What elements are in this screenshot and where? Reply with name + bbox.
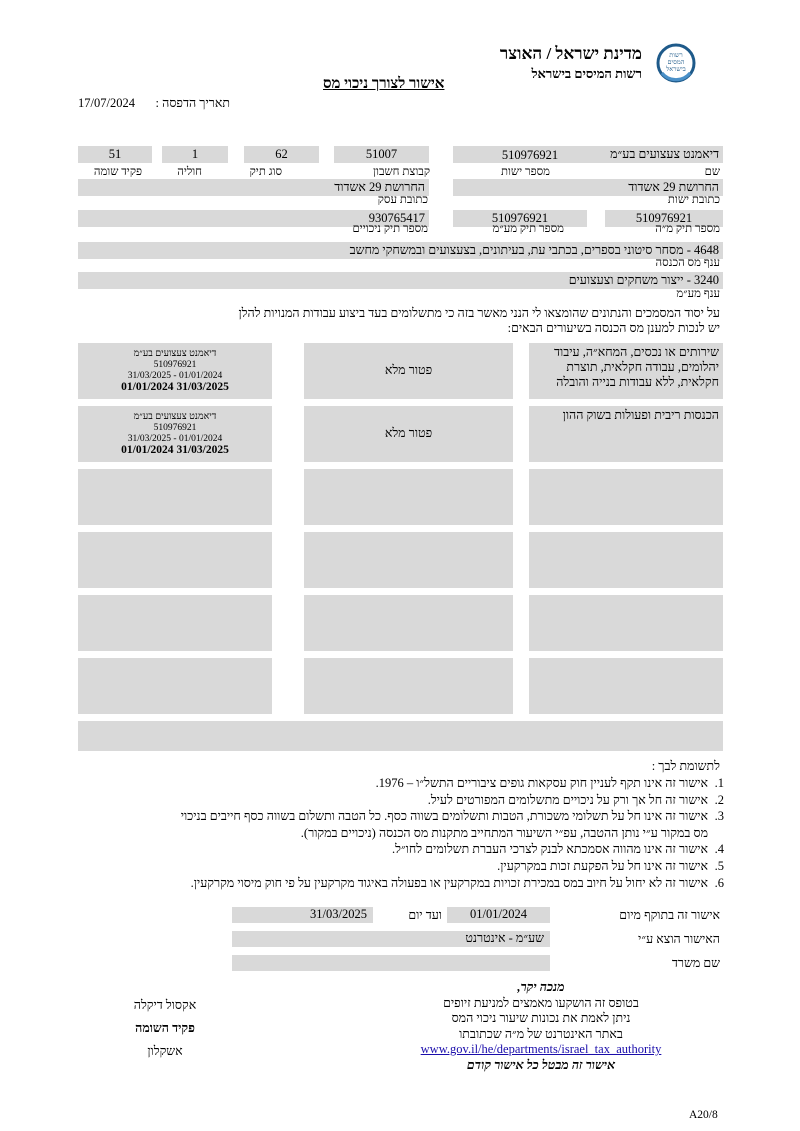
rate-row-4-stamp-cell — [78, 532, 272, 588]
rate-row-1-stamp-cell — [78, 343, 272, 399]
rate-table-footer-bar — [78, 721, 723, 751]
rate-row-1-stamp — [78, 349, 272, 394]
rate-row-2-stamp — [78, 412, 272, 457]
valid-until-value: 31/03/2025 — [310, 907, 367, 921]
business-address-value: החרושת 29 אשדוד — [334, 180, 425, 194]
entity-number: 510976921 — [501, 148, 559, 162]
name-value: דיאמנט צעצועים בע״מ — [610, 147, 719, 161]
deductions-file-value: 930765417 — [368, 211, 425, 225]
assessor-field — [78, 146, 152, 163]
income-tax-branch-field — [78, 242, 723, 259]
note-item: מס במקור ע״י נותן ההטבה, עפ״י השיעור המתחייב מתקנות מס הכנסה (ניכויים במקור). — [300, 825, 708, 840]
rate-row-5-service-cell — [529, 595, 723, 651]
rate-row-3-service-cell — [529, 469, 723, 525]
entity-address-label: כתובת ישות — [667, 194, 720, 206]
cancel-note: אישור זה מבטל כל אישור קודם — [466, 1057, 616, 1072]
district-value: 1 — [191, 147, 199, 161]
rate-row-2-stamp-ids: 510976921 — [153, 423, 197, 433]
print-date-label: תאריך הדפסה : — [155, 96, 230, 110]
rate-row-2-service-cell — [529, 406, 723, 462]
income-tax-branch-value: 4648 - מסחר סיטוני בספרים, בכתבי עת, בעיתונים, בצעצועים ובמשחקי מחשב — [349, 243, 719, 257]
note-item: 4.אישור זה אינו מהווה אסמכתא לבנק לצרכי העברת תשלומים לחו״ל. — [391, 842, 724, 857]
rate-row-1-service: שירותים או נכסים, המחא״ה, עיבוד יהלומים, עבודה חקלאית, תוצרת חקלאית, ללא עבודות בנייה והובלה — [553, 345, 719, 389]
rate-row-1-stamp-dates: 01/01/2024 - 31/03/2025 — [127, 371, 223, 381]
assessor-value: 51 — [108, 147, 122, 161]
vat-branch-label: ענף מע״מ — [676, 288, 720, 300]
rate-row-5-rate-cell — [304, 595, 513, 651]
account-group-value: 51007 — [365, 147, 398, 161]
logo-text: רשות המסים בישראל — [666, 52, 686, 73]
issued-by-field — [232, 931, 550, 947]
rate-row-3-rate-cell — [304, 469, 513, 525]
valid-until-label: ועד יום — [408, 908, 442, 922]
income-tax-branch-label: ענף מס הכנסה — [655, 257, 720, 269]
rate-row-2-rate-cell — [304, 406, 513, 462]
entity-address-value: החרושת 29 אשדוד — [628, 180, 719, 194]
notes-heading: לתשומת לבך : — [651, 759, 720, 773]
greeting: מנכה יקר, — [517, 980, 565, 994]
rate-row-5-stamp-cell — [78, 595, 272, 651]
business-address-label: כתובת עסק — [377, 194, 428, 206]
note-item: 5.אישור זה אינו חל על הפקעת זכות במקרקעין. — [497, 858, 724, 873]
valid-from-value: 01/01/2024 — [470, 907, 527, 921]
rate-row-2-stamp-range: 31/03/2025 01/01/2024 — [121, 444, 229, 456]
rate-row-1-service-cell — [529, 343, 723, 399]
rate-row-3-stamp-cell — [78, 469, 272, 525]
intro-line-2: יש לנכות למענן מס הכנסה בשיעורים הבאים: — [507, 321, 720, 335]
income-tax-file-value: 510976921 — [635, 211, 693, 225]
notes-list — [84, 775, 724, 891]
note-item: 2.אישור זה חל אך ורק על ניכויים מתשלומים המפורטים לעיל. — [427, 792, 724, 807]
office-label: שם משרד — [671, 956, 720, 970]
document-title: אישור לצורך ניכוי מס — [323, 76, 445, 92]
rate-row-2-stamp-dates: 01/01/2024 - 31/03/2025 — [127, 434, 223, 444]
note-item: 1.אישור זה אינו תקף לעניין חוק עסקאות גופים ציבוריים התשל״ו – 1976. — [375, 776, 724, 790]
vat-branch-value: 3240 - ייצור משחקים וצעצועים — [568, 273, 719, 287]
entity-number-label: מספר ישות — [500, 166, 550, 178]
rate-row-1-stamp-name: דיאמנט צעצועים בע״מ — [133, 349, 217, 359]
file-type-value: 62 — [275, 147, 288, 161]
tax-authority-link[interactable]: www.gov.il/he/departments/israel_tax_authority — [420, 1042, 662, 1056]
rate-row-2-stamp-name: דיאמנט צעצועים בע״מ — [133, 412, 217, 422]
verification-line-2: ניתן לאמת את נכונות שיעור ניכוי המס — [451, 1011, 631, 1025]
issued-by-label: האישור הוצא ע״י — [638, 932, 720, 946]
officer-signature-block — [110, 994, 220, 1063]
vat-file-value: 510976921 — [491, 211, 549, 225]
vat-file-label: מספר תיק מע״מ — [492, 223, 564, 235]
rate-row-6-rate-cell — [304, 658, 513, 714]
issued-by-value: שע״מ - אינטרנט — [465, 931, 544, 945]
note-item: 3.אישור זה אינו חל על תשלומי משכורת, הטבות ותשלומים בשווה כסף. כל הטבה ותשלום בשווה כסף חייבים בניכוי — [180, 809, 724, 824]
file-type-label: סוג תיק — [249, 166, 282, 178]
rate-row-2-service: הכנסות ריבית ופעולות בשוק ההון — [562, 408, 719, 422]
rate-row-2-stamp-cell — [78, 406, 272, 462]
file-type-field — [244, 146, 319, 163]
logo — [656, 43, 696, 83]
verification-line-3: באתר האינטרנט של מ״ה שכתובתו — [459, 1026, 623, 1041]
name-label: שם — [704, 166, 720, 178]
rate-row-4-service-cell — [529, 532, 723, 588]
district-field — [162, 146, 228, 163]
district-label: חוליה — [177, 166, 202, 178]
rate-row-1-stamp-range: 31/03/2025 01/01/2024 — [121, 381, 229, 393]
rate-row-1-stamp-ids: 510976921 — [153, 360, 197, 370]
form-code: A20/8 — [689, 1109, 718, 1121]
rate-row-6-stamp-cell — [78, 658, 272, 714]
rate-row-1-rate: פטור מלא — [384, 363, 433, 377]
intro-line-1: על יסוד המסמכים והנתונים שהומצאו לי הנני מאשר בזה כי מתשלומים בעד ביצוע עבודות המנויות להלן — [238, 306, 720, 320]
officer-name: אקסול דיקלה — [133, 998, 197, 1012]
rate-row-1-rate-cell — [304, 343, 513, 399]
valid-from-field — [447, 907, 550, 923]
income-tax-file-label: מספר תיק מ״ה — [655, 223, 720, 235]
print-date: 17/07/2024 — [78, 96, 135, 110]
rate-row-6-service-cell — [529, 658, 723, 714]
assessor-label: פקיד שומה — [93, 166, 142, 178]
rate-row-2-rate: פטור מלא — [384, 426, 433, 440]
officer-title: פקיד השומה — [135, 1021, 195, 1035]
account-group-label: קבוצת חשבון — [373, 166, 430, 178]
valid-from-label: אישור זה בתוקף מיום — [619, 908, 720, 922]
deductions-file-label: מספר תיק ניכויים — [352, 223, 428, 235]
business-address-field — [78, 179, 429, 196]
verification-notice — [380, 980, 702, 1073]
rate-row-4-rate-cell — [304, 532, 513, 588]
officer-city: אשקלון — [147, 1044, 183, 1058]
vat-branch-field — [78, 272, 723, 289]
office-field — [232, 955, 550, 971]
authority-name: רשות המיסים בישראל — [531, 66, 642, 81]
state-title: מדינת ישראל / האוצר — [499, 44, 642, 63]
valid-until-field — [232, 907, 373, 923]
verification-line-1: בטופס זה הושקעו מאמצים למניעת זיופים — [443, 995, 639, 1010]
note-item: 6.אישור זה לא יחול על חיוב במס במכירת זכויות במקרקעין או בפעולה באיגוד מקרקעין על פי חוק מיסוי מקרקעין. — [190, 875, 724, 890]
account-group-field — [334, 146, 429, 163]
